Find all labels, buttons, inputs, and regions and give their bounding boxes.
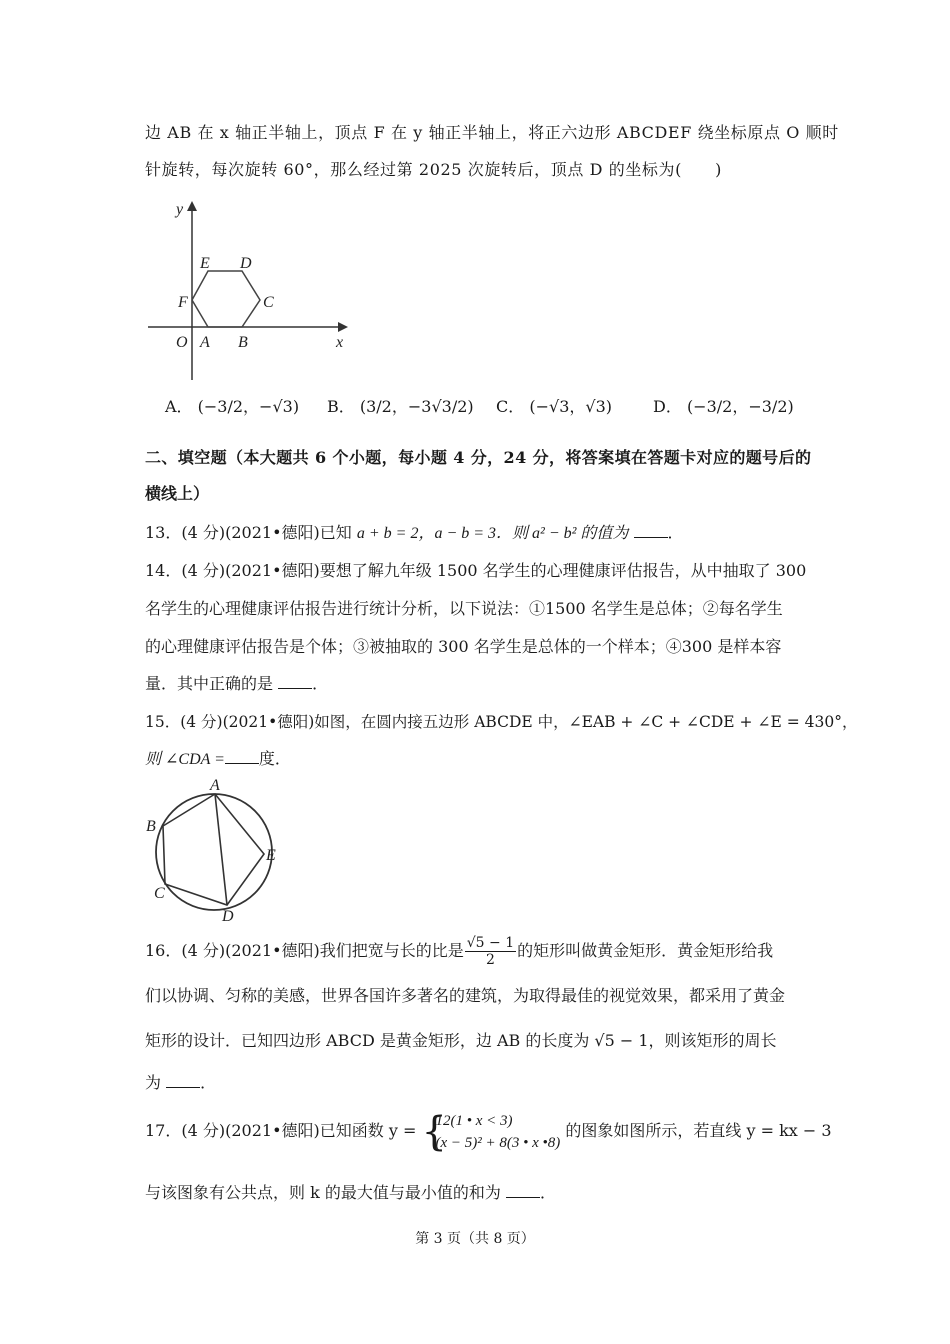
label-x: x — [336, 334, 344, 351]
hexagon — [192, 271, 260, 327]
q17-line-2 — [145, 1182, 556, 1204]
q16-line-1-suffix: 的矩形叫做黄金矩形．黄金矩形给我 — [517, 941, 774, 960]
x-axis-arrow — [338, 322, 348, 332]
choice-b — [327, 396, 474, 418]
q15-line-2-suffix: 度． — [258, 749, 291, 768]
q13-suffix: ． — [667, 523, 684, 542]
label-b: B — [146, 818, 156, 835]
label-e: E — [266, 847, 276, 864]
piecewise-case-2: (x − 5)² + 8(3 • x •8) — [435, 1134, 561, 1151]
choice-d-letter: D． — [653, 397, 682, 416]
label-f: F — [178, 294, 188, 311]
q13-line — [145, 522, 684, 545]
q17-answer-blank[interactable] — [506, 1183, 540, 1198]
piecewise-function — [421, 1110, 560, 1154]
pentagon-circle-figure — [140, 778, 290, 923]
q15-answer-blank[interactable] — [225, 749, 259, 764]
q16-line-4-prefix: 为 — [145, 1073, 162, 1092]
q16-line-1 — [145, 934, 773, 968]
label-e: E — [200, 255, 210, 272]
q14-line-4 — [145, 673, 328, 695]
q14-answer-blank[interactable] — [278, 674, 312, 689]
fraction-denominator: 2 — [485, 952, 495, 968]
label-b: B — [238, 334, 248, 351]
choice-c-letter: C． — [496, 397, 525, 416]
pentagon — [163, 794, 264, 905]
q14-line-2: 名学生的心理健康评估报告进行统计分析，以下说法：①1500 名学生是总体；②每名学生 — [145, 599, 783, 618]
q13-answer-blank[interactable] — [634, 523, 668, 538]
q14-line-4-prefix: 量．其中正确的是 — [145, 674, 274, 693]
q13-prefix: 13．(4 分)(2021•德阳)已知 — [145, 523, 357, 542]
q15-line-2 — [145, 748, 291, 771]
choice-c-text: (−√3，√3) — [529, 397, 612, 416]
q17-suffix: 的图象如图所示，若直线 y = kx − 3 — [565, 1121, 832, 1140]
hexagon-figure — [140, 196, 360, 386]
diagonal-ad — [215, 794, 227, 905]
label-c: C — [263, 294, 274, 311]
section-heading-line-1: 二、填空题（本大题共 6 个小题，每小题 4 分，24 分，将答案填在答题卡对应的题号后的 — [145, 448, 812, 467]
choice-a-text: (−3/2，−√3) — [197, 397, 300, 416]
choice-d — [653, 396, 794, 418]
piecewise-case-1: 12(1 • x < 3) — [435, 1112, 513, 1129]
q17-line-2-suffix: ． — [539, 1183, 556, 1202]
section-heading-line-2: 横线上） — [145, 484, 210, 503]
label-d: D — [222, 908, 234, 925]
q14-line-1: 14．(4 分)(2021•德阳)要想了解九年级 1500 名学生的心理健康评估报告，从中抽取了 300 — [145, 561, 807, 580]
y-axis-arrow — [187, 201, 197, 211]
label-a: A — [200, 334, 210, 351]
q16-line-2: 们以协调、匀称的美感，世界各国许多著名的建筑，为取得最佳的视觉效果，都采用了黄金 — [145, 986, 786, 1005]
label-c: C — [154, 885, 165, 902]
q14-line-4-suffix: ． — [312, 674, 329, 693]
choice-a-letter: A． — [165, 397, 193, 416]
q14-line-3: 的心理健康评估报告是个体；③被抽取的 300 名学生是总体的一个样本；④300 是样本容 — [145, 637, 782, 656]
label-o: O — [176, 334, 188, 351]
circumcircle — [156, 794, 272, 910]
choice-d-text: (−3/2，−3/2) — [686, 397, 794, 416]
label-d: D — [240, 255, 252, 272]
choice-b-letter: B． — [327, 397, 355, 416]
choice-b-text: (3/2，−3√3/2) — [359, 397, 474, 416]
page-footer: 第 3 页（共 8 页） — [415, 1231, 535, 1247]
q12-line-1: 边 AB 在 x 轴正半轴上，顶点 F 在 y 轴正半轴上，将正六边形 ABCDEF 绕坐标原点 O 顺时 — [145, 123, 839, 142]
q16-answer-blank[interactable] — [166, 1073, 200, 1088]
q16-line-1-prefix: 16．(4 分)(2021•德阳)我们把宽与长的比是 — [145, 941, 464, 960]
brace-symbol: { — [421, 1108, 447, 1155]
q17-line-1 — [145, 1108, 832, 1154]
q15-line-1: 15．(4 分)(2021•德阳)如图，在圆内接五边形 ABCDE 中，∠EAB + ∠C + ∠CDE + ∠E = 430°， — [145, 713, 858, 731]
q16-line-3: 矩形的设计．已知四边形 ABCD 是黄金矩形，边 AB 的长度为 √5 − 1，则该矩形的周长 — [145, 1031, 777, 1050]
label-a: A — [210, 777, 220, 794]
choice-a — [165, 396, 299, 418]
q17-line-2-prefix: 与该图象有公共点，则 k 的最大值与最小值的和为 — [145, 1183, 501, 1202]
q17-prefix: 17．(4 分)(2021•德阳)已知函数 y = — [145, 1121, 417, 1140]
choice-c — [496, 396, 612, 418]
golden-ratio-fraction — [465, 935, 516, 968]
label-y: y — [176, 201, 184, 218]
q12-line-2: 针旋转，每次旋转 60°，那么经过第 2025 次旋转后，顶点 D 的坐标为( ) — [145, 160, 723, 179]
q13-condition: a + b = 2，a − b = 3．则 a² − b² 的值为 — [356, 525, 629, 542]
q16-line-4-suffix: ． — [200, 1073, 217, 1092]
fraction-numerator: √5 − 1 — [466, 935, 515, 951]
q16-line-4 — [145, 1072, 216, 1094]
q15-line-2-prefix: 则 ∠CDA = — [145, 751, 225, 768]
